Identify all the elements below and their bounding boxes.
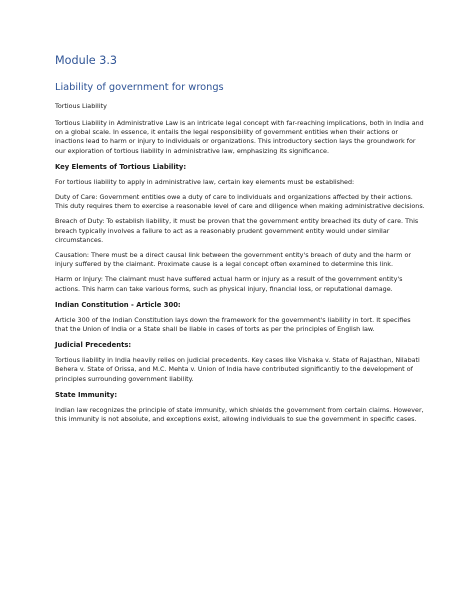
section-title: Liability of government for wrongs (55, 82, 224, 93)
precedents-paragraph: Tortious liability in India heavily relies on judicial precedents. Key cases like Vishaka v. State of Rajasthan, Nilabati Behera v. State of Orissa, and M.C. Mehta v. Union of India have contributed significantly to the development of principles surrounding government liability. (55, 356, 420, 383)
page-content (55, 54, 425, 430)
harm-or-injury-paragraph: Harm or Injury: The claimant must have suffered actual harm or injury as a result of the government entity's actions. This harm can take various forms, such as physical injury, financial loss, or reputational damage. (55, 275, 403, 293)
duty-of-care-paragraph: Duty of Care: Government entities owe a duty of care to individuals and organizations affected by their actions. This duty requires them to exercise a reasonable level of care and diligence when making administrative decisions. (55, 193, 425, 211)
module-heading: Module 3.3 (55, 54, 118, 67)
breach-of-duty-paragraph: Breach of Duty: To establish liability, it must be proven that the government entity breached its duty of care. This breach typically involves a failure to act as a reasonably prudent government entity would under similar circumstances. (55, 217, 419, 244)
immunity-heading: State Immunity: (55, 390, 118, 399)
intro-paragraph: Tortious Liability in Administrative Law is an intricate legal concept with far-reaching implications, both in India and on a global scale. In essence, it entails the legal responsibility of government entities when their actions or inactions lead to harm or injury to individuals or organizations. This introductory section lays the groundwork for our exploration of tortious liability in administrative law, emphasizing its significance. (55, 119, 424, 155)
causation-paragraph: Causation: There must be a direct causal link between the government entity's breach of duty and the harm or injury suffered by the claimant. Proximate cause is a legal concept often examined to determine this link. (55, 251, 412, 269)
subheading: Tortious Liability (55, 102, 107, 110)
precedents-heading: Judicial Precedents: (55, 341, 132, 350)
constitution-paragraph: Article 300 of the Indian Constitution lays down the framework for the government's liability in tort. It specifies that the Union of India or a State shall be liable in cases of torts as per the principles of English law. (55, 315, 411, 334)
key-elements-intro: For tortious liability to apply in administrative law, certain key elements must be established: (55, 177, 355, 186)
constitution-heading: Indian Constitution - Article 300: (55, 300, 181, 309)
key-elements-heading: Key Elements of Tortious Liability: (55, 162, 187, 171)
immunity-paragraph: Indian law recognizes the principle of state immunity, which shields the government from certain claims. However, this immunity is not absolute, and exceptions exist, allowing individuals to sue the government in specific cases. (55, 405, 424, 424)
